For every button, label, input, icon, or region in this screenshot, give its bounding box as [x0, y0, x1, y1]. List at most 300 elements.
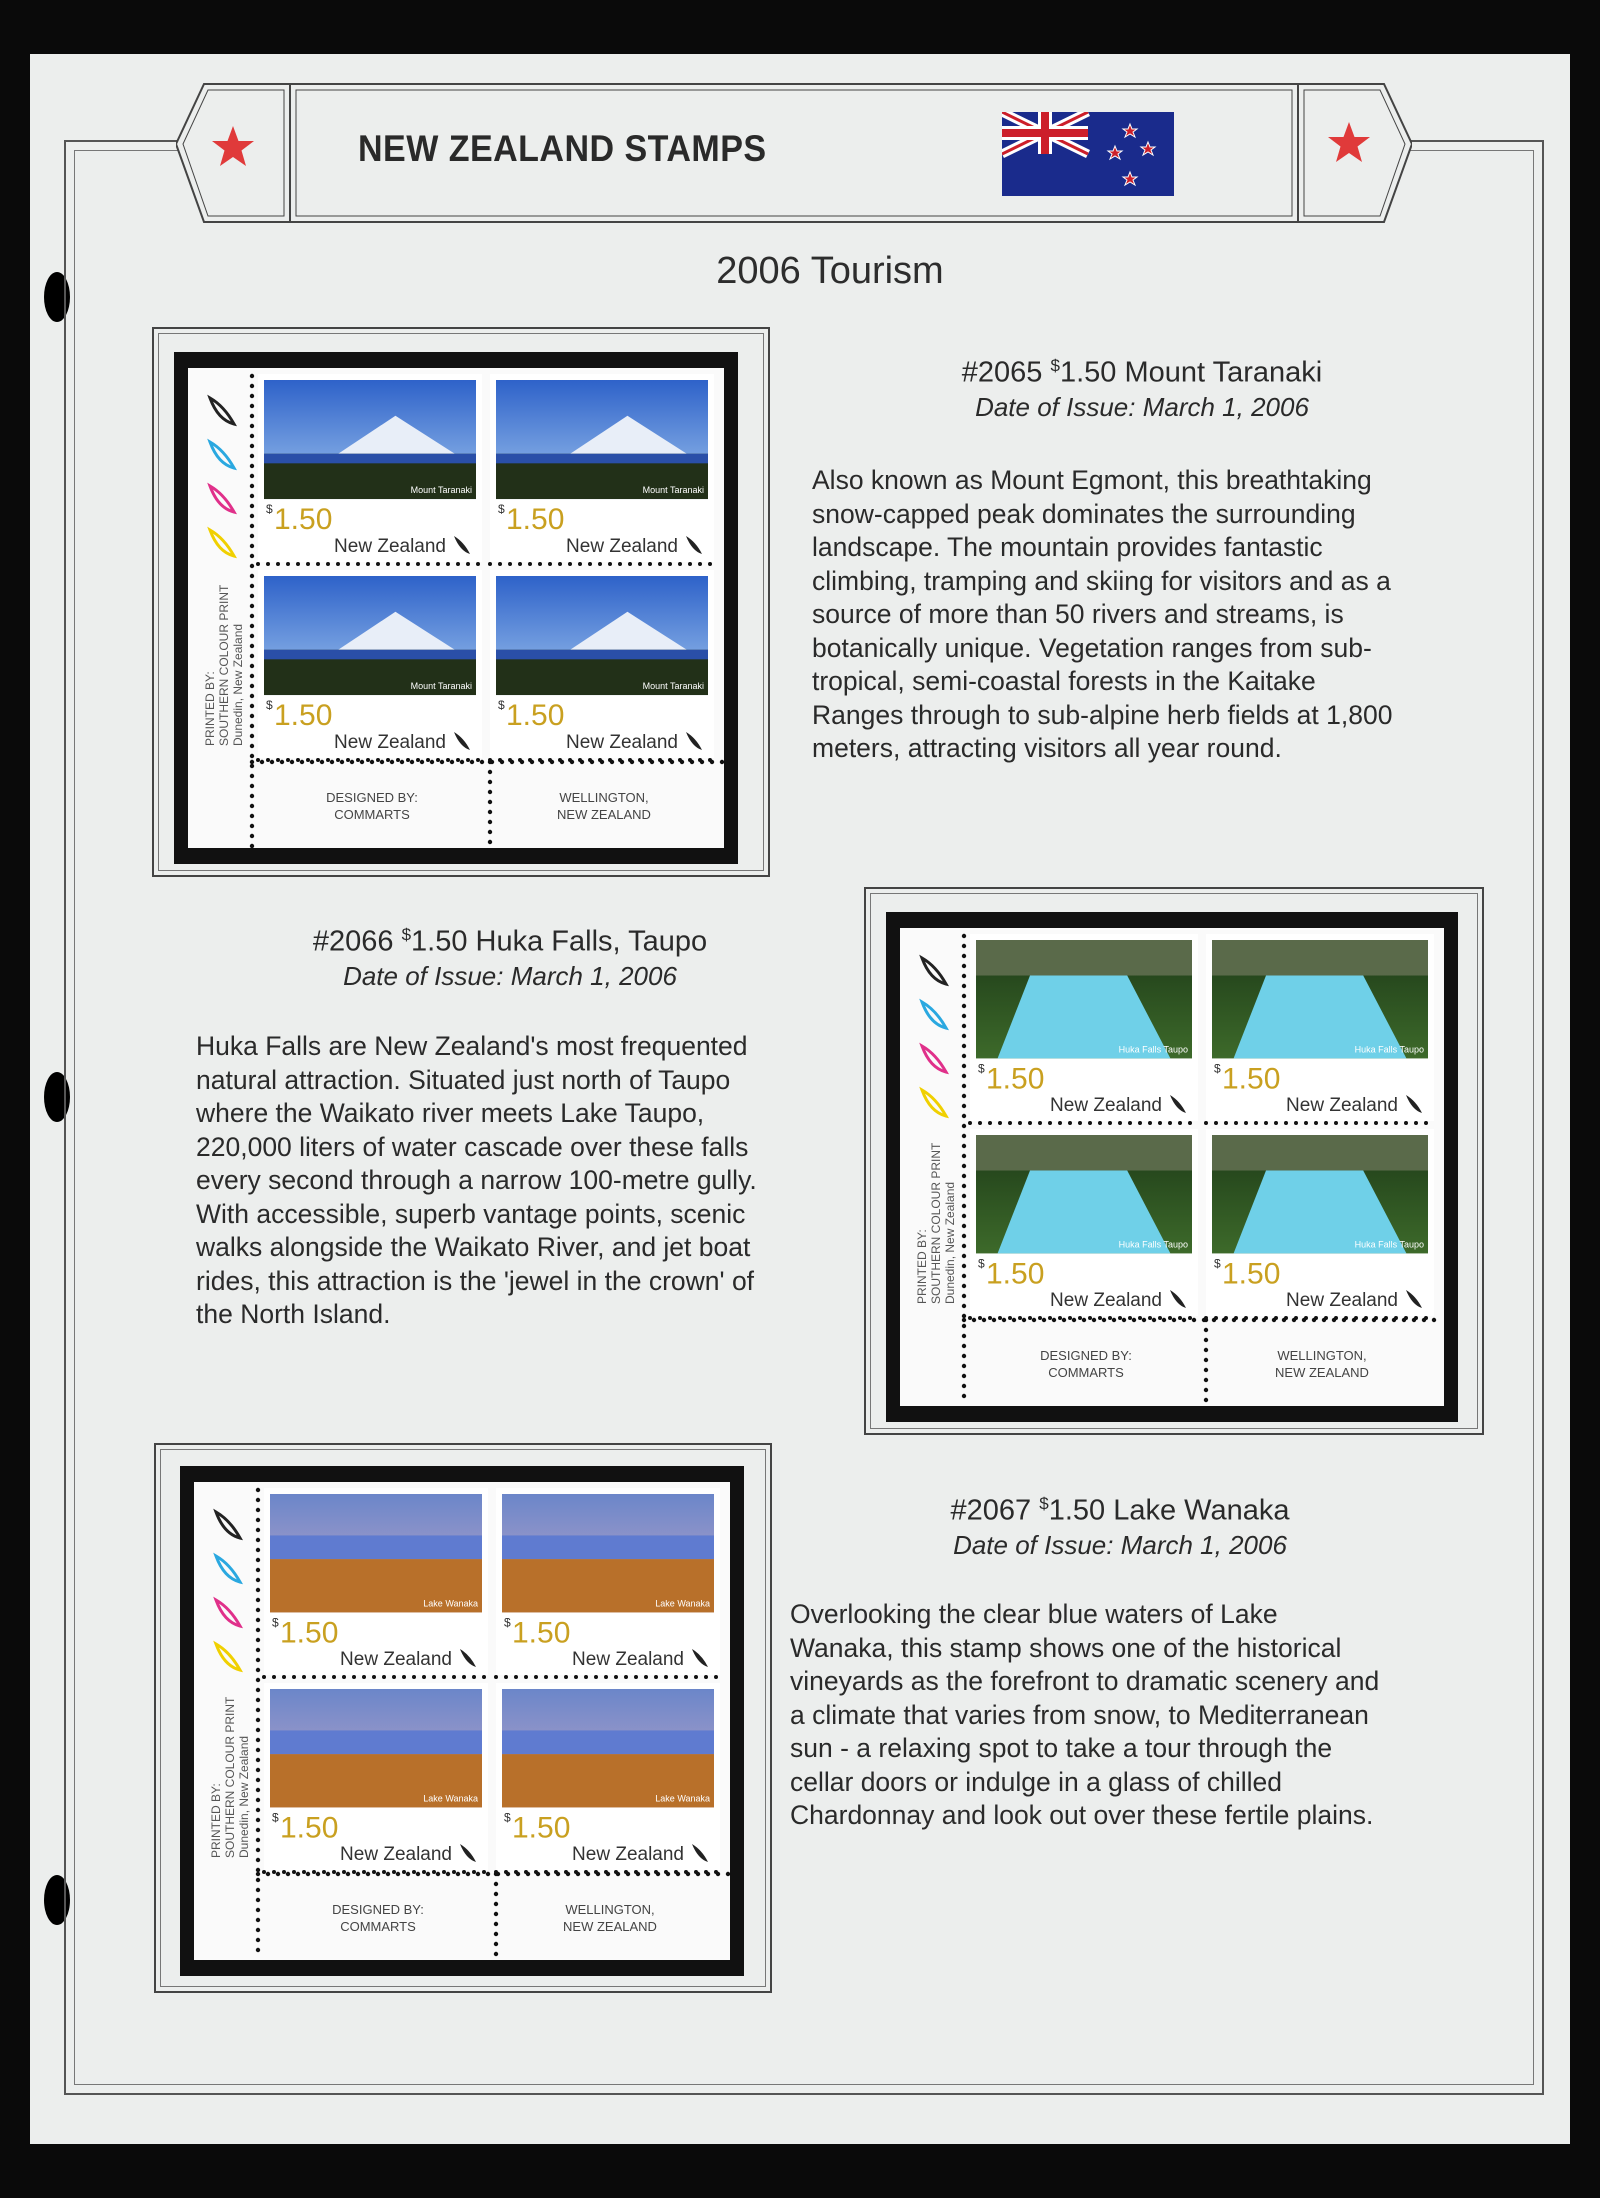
perforation — [412, 1675, 416, 1679]
perforation — [392, 1870, 396, 1874]
stamp-currency: $ — [504, 1615, 511, 1630]
perforation — [416, 562, 420, 566]
perforation — [482, 1675, 486, 1679]
perforation — [472, 1870, 476, 1874]
perforation — [962, 1094, 966, 1098]
description-line: rides, this attraction is the 'jewel in the crown' of — [196, 1265, 755, 1296]
perforation — [256, 1508, 260, 1512]
perforation — [962, 1254, 966, 1258]
perforation — [276, 1872, 280, 1876]
perforation — [962, 1164, 966, 1168]
perforation — [250, 674, 254, 678]
perforation — [618, 562, 622, 566]
perforation — [392, 1675, 396, 1679]
perforation — [446, 1872, 450, 1876]
perforation — [962, 1364, 966, 1368]
perforation — [386, 1872, 390, 1876]
perforation — [1158, 1121, 1162, 1125]
perforation — [446, 562, 450, 566]
perforation — [694, 1675, 698, 1679]
perforation — [370, 760, 374, 764]
perforation — [346, 562, 350, 566]
perforation — [306, 562, 310, 566]
perforation — [962, 1204, 966, 1208]
perforation — [250, 454, 254, 458]
perforation — [544, 1870, 548, 1874]
perforation — [256, 1628, 260, 1632]
perforation — [1118, 1316, 1122, 1320]
perforation — [1112, 1318, 1116, 1322]
perforation — [436, 562, 440, 566]
description-line: every second through a narrow 100-metre gully. — [196, 1165, 757, 1195]
perforation — [1098, 1316, 1102, 1320]
stamp-value: 1.50 — [986, 1257, 1045, 1291]
perforation — [476, 562, 480, 566]
perforation — [1224, 1121, 1228, 1125]
perforation — [1344, 1121, 1348, 1125]
perforation — [256, 562, 260, 566]
perforation — [962, 984, 966, 988]
perforation — [250, 614, 254, 618]
stamp-title: #2067 $1.50 Lake Wanaka — [950, 1494, 1290, 1527]
star-icon — [1326, 120, 1372, 166]
perforation — [568, 758, 572, 762]
perforation — [256, 1758, 260, 1762]
stamp-value: 1.50 — [274, 503, 333, 537]
perforation — [962, 1044, 966, 1048]
perforation — [548, 758, 552, 762]
issue-date: Date of Issue: March 1, 2006 — [343, 960, 677, 991]
perforation — [256, 1558, 260, 1562]
perforation — [256, 1658, 260, 1662]
lake — [270, 1730, 482, 1754]
perforation — [296, 1872, 300, 1876]
stamp-caption: Lake Wanaka — [423, 1793, 478, 1804]
perforation — [256, 1708, 260, 1712]
stamp-caption: Huka Falls Taupo — [1118, 1239, 1188, 1250]
perforation — [396, 562, 400, 566]
perforation — [1314, 1121, 1318, 1125]
perforation — [962, 1054, 966, 1058]
perforation — [1158, 1316, 1162, 1320]
perforation — [290, 760, 294, 764]
perforation — [962, 1074, 966, 1078]
perforation — [266, 758, 270, 762]
perforation — [312, 1675, 316, 1679]
perforation — [694, 1870, 698, 1874]
perforation — [1178, 1121, 1182, 1125]
perforation — [1058, 1121, 1062, 1125]
perforation — [270, 760, 274, 764]
perforation — [962, 1324, 966, 1328]
perforation — [1098, 1121, 1102, 1125]
perforation — [426, 1872, 430, 1876]
perforation — [962, 1244, 966, 1248]
perforation — [624, 1870, 628, 1874]
perforation — [440, 760, 444, 764]
rock — [1212, 1135, 1428, 1171]
perforation — [598, 562, 602, 566]
stamp-currency: $ — [978, 1061, 985, 1076]
perforation — [654, 1675, 658, 1679]
perforation — [608, 758, 612, 762]
perforation — [256, 1648, 260, 1652]
perforation — [494, 1912, 498, 1916]
perforation — [250, 444, 254, 448]
perforation — [386, 758, 390, 762]
perforation — [982, 1318, 986, 1322]
perforation — [342, 1675, 346, 1679]
perforation — [1204, 1358, 1208, 1362]
perforation — [488, 820, 492, 824]
perforation — [494, 1942, 498, 1946]
perforation — [322, 1870, 326, 1874]
perforation — [482, 1870, 486, 1874]
perforation — [366, 562, 370, 566]
perforation — [406, 758, 410, 762]
new-zealand-flag-icon — [1002, 112, 1174, 196]
perforation — [250, 474, 254, 478]
perforation — [538, 562, 542, 566]
perforation — [1142, 1318, 1146, 1322]
perforation — [528, 758, 532, 762]
perforation — [1038, 1316, 1042, 1320]
stamp-block-2066 — [886, 912, 1458, 1422]
perforation — [466, 562, 470, 566]
perforation — [332, 1870, 336, 1874]
margin-imprint: WELLINGTON, NEW ZEALAND — [557, 790, 651, 822]
perforation — [614, 1675, 618, 1679]
perforation — [250, 844, 254, 848]
perforation — [326, 758, 330, 762]
perforation — [604, 1870, 608, 1874]
margin-imprint: DESIGNED BY: COMMARTS — [1040, 1348, 1132, 1380]
perforation — [962, 1184, 966, 1188]
perforation — [382, 1870, 386, 1874]
stamp-country: New Zealand — [334, 536, 446, 557]
perforation — [296, 758, 300, 762]
stamp-value: 1.50 — [280, 1811, 339, 1845]
perforation — [476, 758, 480, 762]
perforation — [256, 1908, 260, 1912]
perforation — [674, 1675, 678, 1679]
perforation — [426, 562, 430, 566]
perforation — [962, 1224, 966, 1228]
perforation — [664, 1675, 668, 1679]
perforation — [1324, 1316, 1328, 1320]
perforation — [422, 1870, 426, 1874]
perforation — [250, 484, 254, 488]
perforation — [1414, 1316, 1418, 1320]
perforation — [1148, 1316, 1152, 1320]
perforation — [310, 760, 314, 764]
stamp-country: New Zealand — [1286, 1095, 1398, 1116]
perforation — [1008, 1121, 1012, 1125]
perforation — [466, 758, 470, 762]
perforation — [250, 424, 254, 428]
perforation — [362, 1870, 366, 1874]
perforation — [272, 1870, 276, 1874]
perforation — [1254, 1121, 1258, 1125]
perforation — [436, 758, 440, 762]
perforation — [336, 1872, 340, 1876]
perforation — [962, 1034, 966, 1038]
perforation — [1162, 1318, 1166, 1322]
perforation — [1374, 1121, 1378, 1125]
perforation — [416, 758, 420, 762]
perforation — [250, 624, 254, 628]
perforation — [250, 464, 254, 468]
perforation — [488, 758, 492, 762]
perforation — [962, 1134, 966, 1138]
perforation — [1394, 1316, 1398, 1320]
perforation — [704, 1870, 708, 1874]
plate-block-image — [180, 1466, 744, 1976]
perforation — [1012, 1318, 1016, 1322]
horizon — [264, 454, 476, 464]
perforation — [1274, 1121, 1278, 1125]
perforation — [1028, 1121, 1032, 1125]
perforation — [250, 664, 254, 668]
stamp-caption-2065 — [812, 356, 1472, 423]
perforation — [1092, 1318, 1096, 1322]
perforation — [578, 562, 582, 566]
stamp-currency: $ — [498, 698, 505, 713]
stamp-caption-2066 — [180, 925, 840, 992]
perforation — [330, 760, 334, 764]
perforation — [256, 1872, 260, 1876]
perforation — [978, 1316, 982, 1320]
perforation — [564, 1870, 568, 1874]
stamp-value: 1.50 — [1222, 1062, 1281, 1096]
stamp-caption: Mount Taranaki — [410, 485, 472, 496]
perforation — [300, 760, 304, 764]
perforation — [266, 562, 270, 566]
stamp-country: New Zealand — [572, 1844, 684, 1865]
perforation — [256, 1888, 260, 1892]
perforation — [638, 562, 642, 566]
perforation — [466, 1872, 470, 1876]
perforation — [998, 1121, 1002, 1125]
stamp-country: New Zealand — [340, 1844, 452, 1865]
perforation — [664, 1870, 668, 1874]
stamp-caption-2067 — [790, 1494, 1450, 1561]
stamp-caption: Lake Wanaka — [655, 1793, 710, 1804]
issue-date: Date of Issue: March 1, 2006 — [975, 391, 1309, 422]
perforation — [962, 1354, 966, 1358]
perforation — [346, 758, 350, 762]
perforation — [1224, 1316, 1228, 1320]
perforation — [1274, 1316, 1278, 1320]
plate-block-image — [886, 912, 1458, 1422]
perforation — [1118, 1121, 1122, 1125]
perforation — [1284, 1121, 1288, 1125]
perforation — [544, 1675, 548, 1679]
perforation — [250, 524, 254, 528]
perforation — [962, 964, 966, 968]
perforation — [262, 1675, 266, 1679]
stamp-block-2065 — [174, 352, 738, 864]
perforation — [256, 1608, 260, 1612]
perforation — [302, 1675, 306, 1679]
perforation — [1334, 1316, 1338, 1320]
perforation — [402, 1675, 406, 1679]
perforation — [426, 758, 430, 762]
perforation — [256, 1578, 260, 1582]
perforation — [306, 758, 310, 762]
perforation — [442, 1675, 446, 1679]
perforation — [366, 1872, 370, 1876]
perforation — [256, 1938, 260, 1942]
perforation — [1188, 1121, 1192, 1125]
perforation — [628, 758, 632, 762]
stamp-country: New Zealand — [1050, 1095, 1162, 1116]
lake — [270, 1535, 482, 1559]
perforation — [250, 434, 254, 438]
perforation — [416, 1872, 420, 1876]
perforation — [342, 1870, 346, 1874]
perforation — [1182, 1318, 1186, 1322]
perforation — [250, 574, 254, 578]
perforation — [1204, 1398, 1208, 1402]
stamp-currency: $ — [266, 502, 273, 517]
perforation — [276, 562, 280, 566]
star-icon — [210, 124, 256, 170]
perforation — [460, 760, 464, 764]
perforation — [962, 1284, 966, 1288]
perforation — [286, 758, 290, 762]
stamp-block-2067 — [180, 1466, 744, 1976]
perforation — [390, 760, 394, 764]
perforation — [1364, 1121, 1368, 1125]
lake — [502, 1535, 714, 1559]
perforation — [250, 724, 254, 728]
perforation — [1088, 1121, 1092, 1125]
perforation — [326, 1872, 330, 1876]
description-line: vineyards as the forefront to dramatic scenery and — [790, 1666, 1380, 1696]
perforation — [336, 562, 340, 566]
perforation — [594, 1675, 598, 1679]
perforation — [250, 814, 254, 818]
perforation — [1058, 1316, 1062, 1320]
perforation — [494, 1902, 498, 1906]
perforation — [1018, 1316, 1022, 1320]
description-line: meters, attracting visitors all year round. — [812, 733, 1282, 763]
perforation — [1088, 1316, 1092, 1320]
perforation — [584, 1870, 588, 1874]
perforation — [558, 758, 562, 762]
perforation — [488, 800, 492, 804]
perforation — [302, 1870, 306, 1874]
perforation — [1264, 1121, 1268, 1125]
perforation — [1038, 1121, 1042, 1125]
perforation — [1048, 1121, 1052, 1125]
description-line: a climate that varies from snow, to Mediterranean — [790, 1699, 1369, 1730]
rock — [1212, 940, 1428, 976]
perforation — [578, 758, 582, 762]
perforation — [1204, 1121, 1208, 1125]
perforation — [1138, 1121, 1142, 1125]
plate-block-image — [174, 352, 738, 864]
perforation — [1304, 1121, 1308, 1125]
perforation — [1068, 1316, 1072, 1320]
perforation — [402, 1870, 406, 1874]
perforation — [250, 744, 254, 748]
perforation — [644, 1675, 648, 1679]
perforation — [472, 1675, 476, 1679]
perforation — [430, 760, 434, 764]
perforation — [420, 760, 424, 764]
description-line: botanically unique. Vegetation ranges from sub- — [812, 632, 1372, 663]
perforation — [962, 934, 966, 938]
stamp-country: New Zealand — [1050, 1290, 1162, 1311]
perforation — [574, 1675, 578, 1679]
perforation — [296, 562, 300, 566]
stamp-currency: $ — [1214, 1061, 1221, 1076]
perforation — [1284, 1316, 1288, 1320]
perforation — [256, 1618, 260, 1622]
perforation — [1374, 1316, 1378, 1320]
perforation — [488, 562, 492, 566]
perforation — [250, 534, 254, 538]
perforation — [250, 414, 254, 418]
perforation — [658, 562, 662, 566]
perforation — [1394, 1121, 1398, 1125]
perforation — [406, 562, 410, 566]
perforation — [256, 758, 260, 762]
perforation — [962, 954, 966, 958]
perforation — [488, 770, 492, 774]
perforation — [654, 1870, 658, 1874]
description-line: climbing, tramping and skiing for visitors and as a — [812, 565, 1391, 596]
perforation — [450, 760, 454, 764]
perforation — [256, 1688, 260, 1692]
stamp-title: #2065 $1.50 Mount Taranaki — [961, 356, 1323, 389]
perforation — [480, 760, 484, 764]
perforation — [962, 1174, 966, 1178]
perforation — [494, 1932, 498, 1936]
perforation — [688, 758, 692, 762]
perforation — [250, 604, 254, 608]
description-line: source of more than 50 rivers and streams, is — [812, 599, 1344, 629]
perforation — [446, 758, 450, 762]
stamp-caption: Lake Wanaka — [655, 1598, 710, 1609]
perforation — [396, 1872, 400, 1876]
perforation — [282, 1675, 286, 1679]
perforation — [554, 1870, 558, 1874]
description-line: Ranges through to sub-alpine herb fields at 1,800 — [812, 699, 1393, 730]
perforation — [962, 1114, 966, 1118]
perforation — [598, 758, 602, 762]
perforation — [1264, 1316, 1268, 1320]
perforation — [250, 654, 254, 658]
perforation — [648, 758, 652, 762]
perforation — [514, 1675, 518, 1679]
perforation — [588, 562, 592, 566]
perforation — [286, 562, 290, 566]
perforation — [1234, 1121, 1238, 1125]
perforation — [508, 562, 512, 566]
perforation — [356, 1872, 360, 1876]
perforation — [292, 1870, 296, 1874]
perforation — [272, 1675, 276, 1679]
perforation — [256, 1728, 260, 1732]
perforation — [1344, 1316, 1348, 1320]
stamp-caption: Mount Taranaki — [410, 681, 472, 692]
perforation — [250, 374, 254, 378]
perforation — [674, 1870, 678, 1874]
perforation — [1132, 1318, 1136, 1322]
